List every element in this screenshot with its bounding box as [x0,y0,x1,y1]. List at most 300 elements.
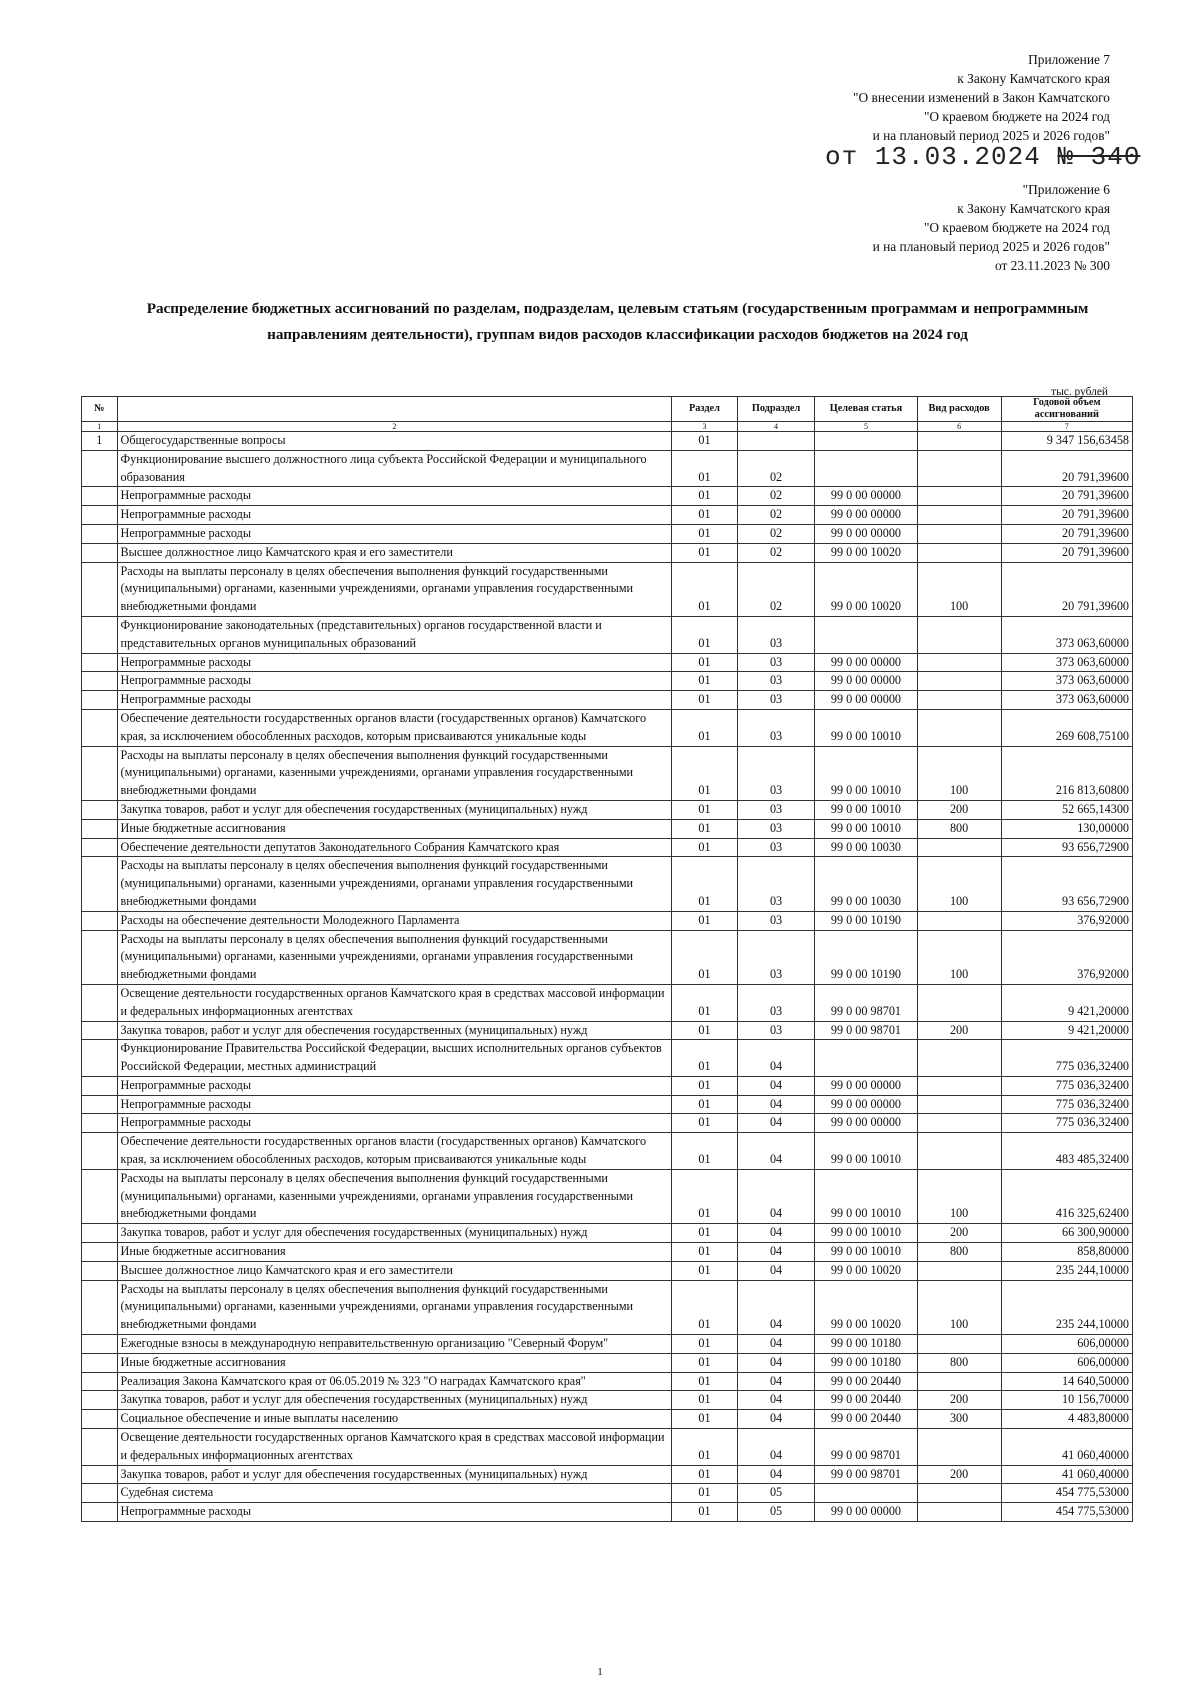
row-name: Высшее должностное лицо Камчатского края и его заместители [117,543,672,562]
row-celevaya: 99 0 00 98701 [815,1429,917,1466]
row-razdel: 01 [672,857,738,911]
row-vid [917,1095,1001,1114]
row-celevaya: 99 0 00 10010 [815,1224,917,1243]
row-name: Расходы на выплаты персоналу в целях обеспечения выполнения функций государственными (муниципальными) органами, казенными учреждениями, органами управления государственными внебюджетными фондами [117,1169,672,1223]
row-podrazdel: 03 [737,672,815,691]
row-number [82,1503,118,1522]
row-celevaya: 99 0 00 00000 [815,1114,917,1133]
row-razdel: 01 [672,1114,738,1133]
row-amount: 20 791,39600 [1001,543,1132,562]
row-podrazdel: 04 [737,1114,815,1133]
row-podrazdel: 03 [737,857,815,911]
table-row [82,524,1133,543]
row-razdel: 01 [672,1484,738,1503]
row-amount: 93 656,72900 [1001,857,1132,911]
col-podrazdel-header: Подраздел [737,397,815,422]
table-row [82,1410,1133,1429]
col-number: 2 [117,422,672,432]
row-podrazdel: 04 [737,1335,815,1354]
row-amount: 9 347 156,63458 [1001,432,1132,451]
table-row [82,1076,1133,1095]
row-amount: 41 060,40000 [1001,1429,1132,1466]
row-number [82,1021,118,1040]
row-vid [917,1503,1001,1522]
row-podrazdel: 03 [737,709,815,746]
row-razdel: 01 [672,1261,738,1280]
row-celevaya [815,432,917,451]
row-name: Непрограммные расходы [117,1114,672,1133]
row-podrazdel: 03 [737,911,815,930]
table-row [82,1372,1133,1391]
row-number [82,746,118,800]
header-line: "О внесении изменений в Закон Камчатского [853,90,1110,105]
table-row [82,1243,1133,1262]
row-name: Иные бюджетные ассигнования [117,819,672,838]
row-name: Иные бюджетные ассигнования [117,1353,672,1372]
row-vid: 100 [917,857,1001,911]
column-number-row [82,422,1133,432]
row-podrazdel: 05 [737,1484,815,1503]
table-row [82,1429,1133,1466]
row-celevaya: 99 0 00 10020 [815,562,917,616]
row-celevaya: 99 0 00 10190 [815,930,917,984]
row-number [82,450,118,487]
table-row [82,653,1133,672]
row-amount: 9 421,20000 [1001,984,1132,1021]
table-body [82,432,1133,1522]
row-celevaya: 99 0 00 00000 [815,672,917,691]
row-number [82,984,118,1021]
row-amount: 483 485,32400 [1001,1133,1132,1170]
row-celevaya [815,450,917,487]
row-podrazdel: 03 [737,838,815,857]
row-razdel: 01 [672,1353,738,1372]
row-razdel: 01 [672,1021,738,1040]
row-razdel: 01 [672,1133,738,1170]
row-vid: 800 [917,1353,1001,1372]
row-number [82,1243,118,1262]
row-name: Реализация Закона Камчатского края от 06.05.2019 № 323 "О наградах Камчатского края" [117,1372,672,1391]
row-name: Непрограммные расходы [117,653,672,672]
col-vid-header: Вид расходов [917,397,1001,422]
row-celevaya: 99 0 00 10010 [815,709,917,746]
row-name: Ежегодные взносы в международную неправительственную организацию "Северный Форум" [117,1335,672,1354]
row-vid [917,1429,1001,1466]
table-row [82,487,1133,506]
row-name: Непрограммные расходы [117,1503,672,1522]
row-name: Освещение деятельности государственных органов Камчатского края в средствах массовой информации и федеральных информационных агентствах [117,1429,672,1466]
row-podrazdel: 04 [737,1040,815,1077]
row-podrazdel: 04 [737,1391,815,1410]
row-name: Непрограммные расходы [117,487,672,506]
row-vid [917,1133,1001,1170]
row-vid [917,1114,1001,1133]
row-razdel: 01 [672,691,738,710]
row-razdel: 01 [672,562,738,616]
row-number [82,1465,118,1484]
table-row [82,1335,1133,1354]
table-row [82,838,1133,857]
row-celevaya: 99 0 00 00000 [815,691,917,710]
row-number [82,1114,118,1133]
row-number [82,1280,118,1334]
row-name: Расходы на выплаты персоналу в целях обеспечения выполнения функций государственными (муниципальными) органами, казенными учреждениями, органами управления государственными внебюджетными фондами [117,857,672,911]
table-row [82,691,1133,710]
row-razdel: 01 [672,1429,738,1466]
row-razdel: 01 [672,1410,738,1429]
table-row [82,1040,1133,1077]
row-razdel: 01 [672,746,738,800]
row-amount: 41 060,40000 [1001,1465,1132,1484]
row-celevaya: 99 0 00 98701 [815,1465,917,1484]
row-razdel: 01 [672,1076,738,1095]
row-amount: 216 813,60800 [1001,746,1132,800]
row-razdel: 01 [672,1372,738,1391]
row-amount: 775 036,32400 [1001,1040,1132,1077]
header-line: от 23.11.2023 № 300 [994,258,1110,273]
row-podrazdel: 02 [737,506,815,525]
row-vid: 100 [917,562,1001,616]
header-line: и на плановый период 2025 и 2026 годов" [872,239,1110,254]
row-celevaya: 99 0 00 10020 [815,1280,917,1334]
row-razdel: 01 [672,653,738,672]
row-name: Иные бюджетные ассигнования [117,1243,672,1262]
row-amount: 606,00000 [1001,1335,1132,1354]
row-vid: 200 [917,1465,1001,1484]
row-podrazdel: 02 [737,487,815,506]
row-razdel: 01 [672,1465,738,1484]
row-celevaya: 99 0 00 10010 [815,746,917,800]
row-podrazdel: 05 [737,1503,815,1522]
row-celevaya [815,1484,917,1503]
row-amount: 416 325,62400 [1001,1169,1132,1223]
row-number [82,1133,118,1170]
row-podrazdel: 02 [737,524,815,543]
row-razdel: 01 [672,1280,738,1334]
row-name: Закупка товаров, работ и услуг для обеспечения государственных (муниципальных) нужд [117,1391,672,1410]
row-vid [917,487,1001,506]
table-row [82,506,1133,525]
row-celevaya: 99 0 00 10190 [815,911,917,930]
row-vid [917,984,1001,1021]
page-number: 1 [597,1666,603,1678]
col-name-header [117,397,672,422]
row-number [82,1040,118,1077]
row-celevaya: 99 0 00 10180 [815,1335,917,1354]
row-number [82,819,118,838]
row-number [82,506,118,525]
row-amount: 10 156,70000 [1001,1391,1132,1410]
row-razdel: 01 [672,432,738,451]
row-name: Обеспечение деятельности депутатов Законодательного Собрания Камчатского края [117,838,672,857]
row-podrazdel: 04 [737,1410,815,1429]
row-name: Обеспечение деятельности государственных органов власти (государственных органов) Камчатского края, за исключением обособленных расходов, которым присваиваются уникальные коды [117,709,672,746]
row-razdel: 01 [672,524,738,543]
row-number [82,1261,118,1280]
row-podrazdel: 04 [737,1076,815,1095]
row-vid [917,653,1001,672]
row-podrazdel: 03 [737,653,815,672]
row-vid [917,1040,1001,1077]
row-vid: 200 [917,1391,1001,1410]
row-podrazdel: 02 [737,450,815,487]
row-vid: 200 [917,1021,1001,1040]
table-row [82,543,1133,562]
row-number [82,1095,118,1114]
row-number [82,857,118,911]
row-name: Судебная система [117,1484,672,1503]
row-number [82,616,118,653]
row-number [82,838,118,857]
row-podrazdel: 04 [737,1372,815,1391]
row-amount: 775 036,32400 [1001,1076,1132,1095]
row-number [82,672,118,691]
row-amount: 4 483,80000 [1001,1410,1132,1429]
table-row [82,800,1133,819]
row-celevaya: 99 0 00 00000 [815,506,917,525]
appendix-header-top [853,50,1110,145]
row-amount: 373 063,60000 [1001,672,1132,691]
row-vid [917,524,1001,543]
table-row [82,1484,1133,1503]
row-celevaya: 99 0 00 20440 [815,1391,917,1410]
row-number [82,1484,118,1503]
row-podrazdel: 04 [737,1429,815,1466]
row-razdel: 01 [672,838,738,857]
table-row [82,1353,1133,1372]
header-line: к Закону Камчатского края [957,71,1110,86]
row-podrazdel: 04 [737,1243,815,1262]
col-razdel-header: Раздел [672,397,738,422]
table-row [82,911,1133,930]
row-podrazdel: 02 [737,543,815,562]
appendix-header-bottom [873,180,1110,275]
document-title: Распределение бюджетных ассигнований по разделам, подразделам, целевым статьям (государственным программам и непрограммным направлениям деятельности), группам видов расходов классификации расходов бюджетов на 2024 год [146,300,1089,343]
row-celevaya: 99 0 00 10010 [815,800,917,819]
table-row [82,1391,1133,1410]
row-vid: 200 [917,1224,1001,1243]
row-number [82,1224,118,1243]
row-name: Социальное обеспечение и иные выплаты населению [117,1410,672,1429]
row-vid: 100 [917,746,1001,800]
row-vid [917,911,1001,930]
row-number [82,1353,118,1372]
row-podrazdel: 03 [737,616,815,653]
row-number [82,653,118,672]
row-celevaya: 99 0 00 10020 [815,1261,917,1280]
row-celevaya [815,1040,917,1077]
row-celevaya: 99 0 00 20440 [815,1372,917,1391]
row-razdel: 01 [672,1243,738,1262]
row-number [82,487,118,506]
row-number [82,562,118,616]
table-row [82,672,1133,691]
stamp-number: № 340 [1057,142,1141,172]
row-podrazdel: 04 [737,1095,815,1114]
col-number: 1 [82,422,118,432]
row-celevaya: 99 0 00 00000 [815,1503,917,1522]
header-line: и на плановый период 2025 и 2026 годов" [872,128,1110,143]
row-podrazdel: 03 [737,930,815,984]
header-line: "О краевом бюджете на 2024 год [923,220,1110,235]
table-row [82,1280,1133,1334]
row-razdel: 01 [672,1169,738,1223]
row-podrazdel: 03 [737,1021,815,1040]
row-number [82,1391,118,1410]
row-name: Общегосударственные вопросы [117,432,672,451]
row-amount: 20 791,39600 [1001,450,1132,487]
row-vid [917,1372,1001,1391]
table-row [82,1224,1133,1243]
row-amount: 373 063,60000 [1001,653,1132,672]
row-vid: 100 [917,930,1001,984]
table-row [82,1021,1133,1040]
table-row [82,450,1133,487]
row-celevaya [815,616,917,653]
row-podrazdel: 04 [737,1261,815,1280]
table-row [82,432,1133,451]
row-amount: 376,92000 [1001,930,1132,984]
row-number [82,930,118,984]
units-label: тыс. рублей [1051,386,1108,398]
row-podrazdel: 03 [737,819,815,838]
col-no-header: № [82,397,118,422]
row-celevaya: 99 0 00 10180 [815,1353,917,1372]
row-amount: 373 063,60000 [1001,691,1132,710]
row-celevaya: 99 0 00 00000 [815,487,917,506]
row-amount: 20 791,39600 [1001,487,1132,506]
row-name: Расходы на выплаты персоналу в целях обеспечения выполнения функций государственными (муниципальными) органами, казенными учреждениями, органами управления государственными внебюджетными фондами [117,562,672,616]
row-name: Расходы на выплаты персоналу в целях обеспечения выполнения функций государственными (муниципальными) органами, казенными учреждениями, органами управления государственными внебюджетными фондами [117,1280,672,1334]
row-vid: 100 [917,1280,1001,1334]
row-name: Закупка товаров, работ и услуг для обеспечения государственных (муниципальных) нужд [117,800,672,819]
row-celevaya: 99 0 00 10010 [815,1133,917,1170]
row-razdel: 01 [672,450,738,487]
header-line: "О краевом бюджете на 2024 год [923,109,1110,124]
row-razdel: 01 [672,543,738,562]
row-name: Непрограммные расходы [117,506,672,525]
row-vid [917,432,1001,451]
row-celevaya: 99 0 00 00000 [815,1095,917,1114]
row-podrazdel: 04 [737,1169,815,1223]
row-name: Расходы на обеспечение деятельности Молодежного Парламента [117,911,672,930]
row-amount: 66 300,90000 [1001,1224,1132,1243]
row-number [82,800,118,819]
row-amount: 775 036,32400 [1001,1114,1132,1133]
row-vid: 300 [917,1410,1001,1429]
col-amount-header: Годовой объем ассигнований [1001,397,1132,422]
row-vid [917,616,1001,653]
row-amount: 93 656,72900 [1001,838,1132,857]
row-name: Обеспечение деятельности государственных органов власти (государственных органов) Камчатского края, за исключением обособленных расходов, которым присваиваются уникальные коды [117,1133,672,1170]
table-row [82,930,1133,984]
row-name: Расходы на выплаты персоналу в целях обеспечения выполнения функций государственными (муниципальными) органами, казенными учреждениями, органами управления государственными внебюджетными фондами [117,746,672,800]
row-name: Непрограммные расходы [117,1095,672,1114]
row-amount: 454 775,53000 [1001,1503,1132,1522]
row-celevaya: 99 0 00 00000 [815,1076,917,1095]
row-celevaya: 99 0 00 98701 [815,984,917,1021]
row-podrazdel: 03 [737,984,815,1021]
row-razdel: 01 [672,819,738,838]
date-number-stamp [825,142,1140,172]
table-row [82,616,1133,653]
row-vid [917,506,1001,525]
row-amount: 20 791,39600 [1001,506,1132,525]
header-line: "Приложение 6 [1022,182,1110,197]
row-name: Функционирование высшего должностного лица субъекта Российской Федерации и муниципального образования [117,450,672,487]
row-vid [917,1261,1001,1280]
row-razdel: 01 [672,1503,738,1522]
row-name: Освещение деятельности государственных органов Камчатского края в средствах массовой информации и федеральных информационных агентствах [117,984,672,1021]
row-podrazdel: 04 [737,1280,815,1334]
row-vid [917,543,1001,562]
row-amount: 20 791,39600 [1001,562,1132,616]
row-vid [917,838,1001,857]
table-row [82,562,1133,616]
row-vid: 800 [917,1243,1001,1262]
row-vid [917,1335,1001,1354]
row-razdel: 01 [672,800,738,819]
row-podrazdel: 04 [737,1465,815,1484]
row-name: Функционирование законодательных (представительных) органов государственной власти и представительных органов муниципальных образований [117,616,672,653]
row-amount: 376,92000 [1001,911,1132,930]
row-razdel: 01 [672,1040,738,1077]
row-amount: 606,00000 [1001,1353,1132,1372]
row-amount: 52 665,14300 [1001,800,1132,819]
row-number [82,1372,118,1391]
row-amount: 269 608,75100 [1001,709,1132,746]
row-razdel: 01 [672,930,738,984]
row-number [82,709,118,746]
row-podrazdel: 04 [737,1353,815,1372]
row-name: Высшее должностное лицо Камчатского края и его заместители [117,1261,672,1280]
row-number [82,1410,118,1429]
row-amount: 20 791,39600 [1001,524,1132,543]
row-vid [917,672,1001,691]
row-vid: 800 [917,819,1001,838]
row-number: 1 [82,432,118,451]
row-amount: 858,80000 [1001,1243,1132,1262]
row-amount: 9 421,20000 [1001,1021,1132,1040]
row-number [82,524,118,543]
row-razdel: 01 [672,1095,738,1114]
row-vid [917,691,1001,710]
table-row [82,1503,1133,1522]
row-name: Функционирование Правительства Российской Федерации, высших исполнительных органов субъектов Российской Федерации, местных администраций [117,1040,672,1077]
col-number: 4 [737,422,815,432]
table-row [82,746,1133,800]
row-celevaya: 99 0 00 00000 [815,524,917,543]
row-celevaya: 99 0 00 10010 [815,1169,917,1223]
row-vid [917,709,1001,746]
row-amount: 14 640,50000 [1001,1372,1132,1391]
row-number [82,543,118,562]
header-line: Приложение 7 [1028,52,1110,67]
table-row [82,1169,1133,1223]
table-row [82,1261,1133,1280]
row-razdel: 01 [672,506,738,525]
row-vid: 200 [917,800,1001,819]
row-name: Непрограммные расходы [117,672,672,691]
row-podrazdel: 02 [737,562,815,616]
row-name: Непрограммные расходы [117,691,672,710]
stamp-date: от 13.03.2024 [825,142,1041,172]
budget-table [81,396,1133,1522]
row-podrazdel: 03 [737,691,815,710]
row-name: Закупка товаров, работ и услуг для обеспечения государственных (муниципальных) нужд [117,1465,672,1484]
row-razdel: 01 [672,911,738,930]
row-podrazdel [737,432,815,451]
